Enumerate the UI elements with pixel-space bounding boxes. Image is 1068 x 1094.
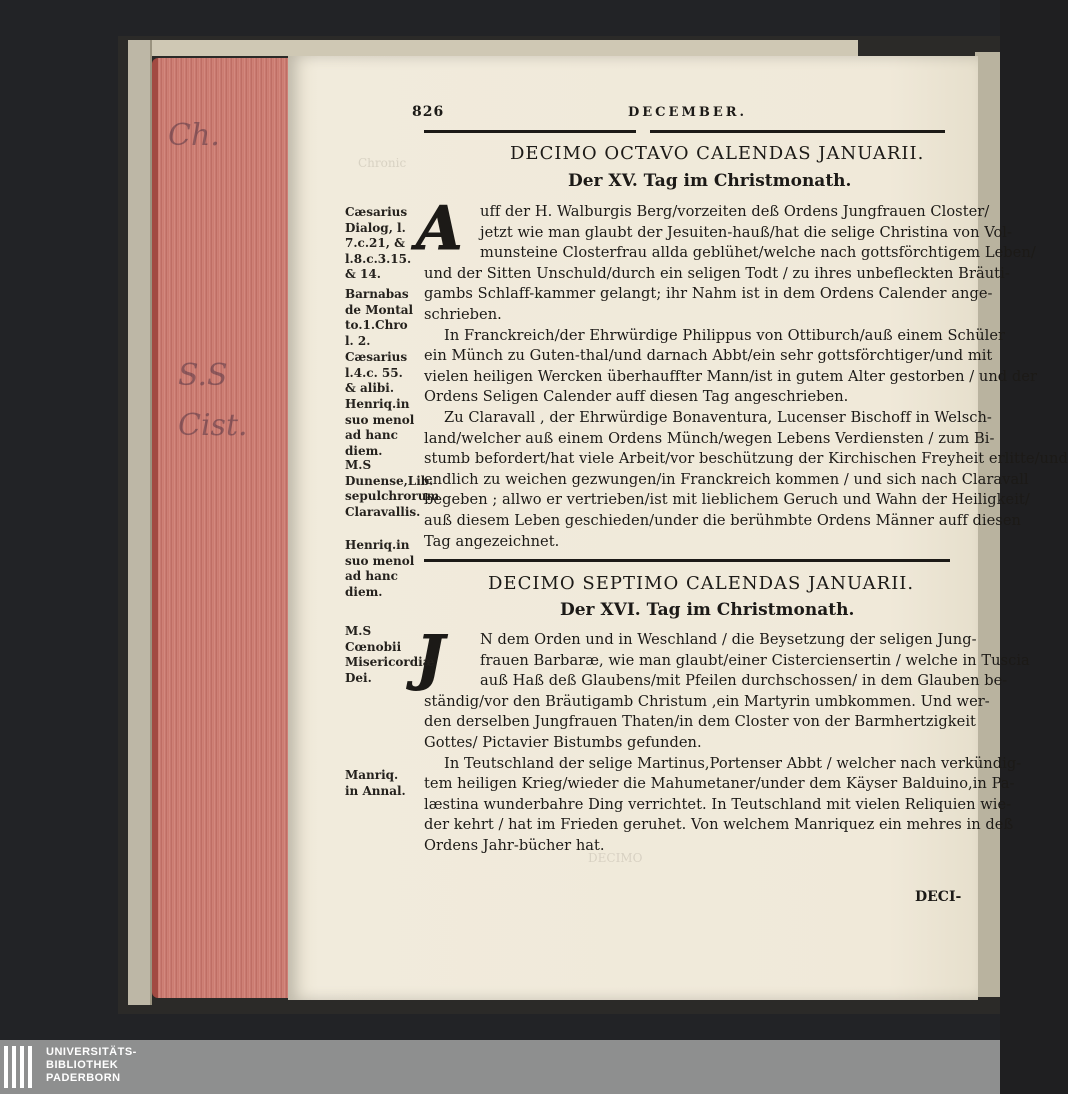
section1-line: Zu Claravall , der Ehrwürdige Bonaventura, Lucenser Bischoff in Welsch- [444, 409, 992, 426]
section1-line: In Franckreich/der Ehrwürdige Philippus von Ottiburch/auß einem Schüler [444, 326, 1006, 344]
marginal-note: Cæsarius l.4.c. 55. & alibi. [345, 350, 408, 396]
section1-subtitle: Der XV. Tag im Christmonath. [568, 171, 852, 191]
section1-dropcap: A [416, 194, 463, 264]
section1-title: DECIMO OCTAVO CALENDAS JANUARII. [510, 143, 925, 164]
section1-line: und der Sitten Unschuld/durch ein seligen Todt / zu ihres unbefleckten Bräuti- [424, 264, 1010, 282]
section2-line: Gottes/ Pictavier Bistumbs gefunden. [424, 734, 702, 751]
section1-line: Ordens Seligen Calender auff diesen Tag angeschrieben. [424, 388, 849, 406]
section1-line: vielen heiligen Wercken überhauffter Mann/ist in gutem Alter gestorben / und der [424, 367, 1037, 385]
marginal-note: Henriq.in suo menol ad hanc diem. [345, 397, 415, 458]
header-rule [650, 130, 945, 133]
marginal-note: Manriq. in Annal. [345, 768, 406, 798]
section1-line: endlich zu weichen gezwungen/in Franckreich kommen / und sich nach Claravall [424, 470, 1029, 488]
library-name-line1: UNIVERSITÄTS- [46, 1046, 137, 1058]
section1-line: gambs Schlaff-kammer gelangt; ihr Nahm ist in dem Ordens Calender ange- [424, 285, 993, 303]
running-head: DECEMBER. [628, 105, 748, 120]
section2-line: ständig/vor den Bräutigamb Christum ,ein Martyrin umbkommen. Und wer- [424, 692, 990, 710]
bleed-through: Chronic [358, 156, 407, 170]
library-footer [0, 1040, 1000, 1094]
section1-line: schrieben. [424, 306, 502, 323]
section1-line: munsteine Closterfrau allda geblühet/welche nach gottsförchtigem Leben/ [480, 244, 1036, 262]
marginal-note: M.S Dunense,Lib. sepulchrorum Claravallis. [345, 458, 440, 519]
edge-stamp-mark: S.S [178, 358, 228, 393]
section2-line: tem heiligen Krieg/wieder die Mahumetaner/under dem Käyser Balduino,in Pa- [424, 775, 1015, 793]
marginal-note: Barnabas de Montal to.1.Chro l. 2. [345, 287, 414, 348]
section1-line: uff der H. Walburgis Berg/vorzeiten deß Ordens Jungfrauen Closter/ [480, 203, 990, 220]
edge-stamp-mark: Cist. [178, 408, 248, 443]
section2-line: der kehrt / hat im Frieden geruhet. Von welchem Manriquez ein mehres in deß [424, 816, 1014, 834]
section1-line: auß diesem Leben geschieden/under die berühmbte Ordens Männer auff diesen [424, 512, 1021, 529]
section2-subtitle: Der XVI. Tag im Christmonath. [560, 600, 855, 620]
bleed-through: DECIMO [588, 851, 643, 865]
section1-line: ein Münch zu Guten-thal/und darnach Abbt/ein sehr gottsförchtiger/und mit [424, 347, 993, 365]
section1-line: Tag angezeichnet. [424, 532, 560, 550]
section1-line: land/welcher auß einem Ordens Münch/wegen Lebens Verdiensten / zum Bi- [424, 429, 995, 447]
section2-line: den derselben Jungfrauen Thaten/in dem Closter von der Barmhertzigkeit [424, 713, 976, 731]
library-logo-icon [0, 1046, 36, 1088]
library-name-line3: PADERBORN [46, 1072, 121, 1084]
catchword: DECI- [915, 889, 962, 905]
marginal-note: M.S Cœnobii Misericordiæ Dei. [345, 624, 435, 685]
marginal-note: Henriq.in suo menol ad hanc diem. [345, 538, 415, 599]
section2-line: In Teutschland der selige Martinus,Portenser Abbt / welcher nach verkündig- [444, 754, 1022, 772]
section2-line: læstina wunderbahre Ding verrichtet. In Teutschland mit vielen Reliquien wie- [424, 795, 1012, 813]
section2-line: frauen Barbaræ, wie man glaubt/einer Cisterciensertin / welche in Tuscia [480, 651, 1030, 669]
section1-line: stumb befordert/hat viele Arbeit/vor beschützung der Kirchischen Freyheit erlitte/und [424, 450, 1068, 468]
header-rule [424, 130, 636, 133]
book-cover-top [128, 40, 858, 56]
marginal-note: Cæsarius Dialog, l. 7.c.21, & l.8.c.3.15. & 14. [345, 205, 412, 282]
section2-line: Ordens Jahr-bücher hat. [424, 837, 605, 854]
library-name-line2: BIBLIOTHEK [46, 1059, 119, 1071]
section1-line: jetzt wie man glaubt der Jesuiten-hauß/hat die selige Christina von Vol- [480, 223, 1013, 241]
book-page [288, 56, 1068, 1000]
section2-dropcap: J [416, 623, 445, 693]
edge-stamp-mark: Ch. [168, 118, 220, 153]
page-number: 826 [412, 104, 445, 120]
section2-title: DECIMO SEPTIMO CALENDAS JANUARII. [488, 573, 915, 594]
section1-line: begeben ; allwo er vertrieben/ist mit lieblichem Geruch und Wahn der Heiligkeit/ [424, 491, 1030, 509]
section2-line: auß Haß deß Glaubens/mit Pfeilen durchschossen/ in dem Glauben be- [480, 672, 1008, 690]
section2-line: N dem Orden und in Weschland / die Beysetzung der seligen Jung- [480, 631, 977, 648]
book-cover-board [128, 40, 152, 1005]
page-edges [152, 58, 294, 998]
section-divider [424, 559, 950, 562]
